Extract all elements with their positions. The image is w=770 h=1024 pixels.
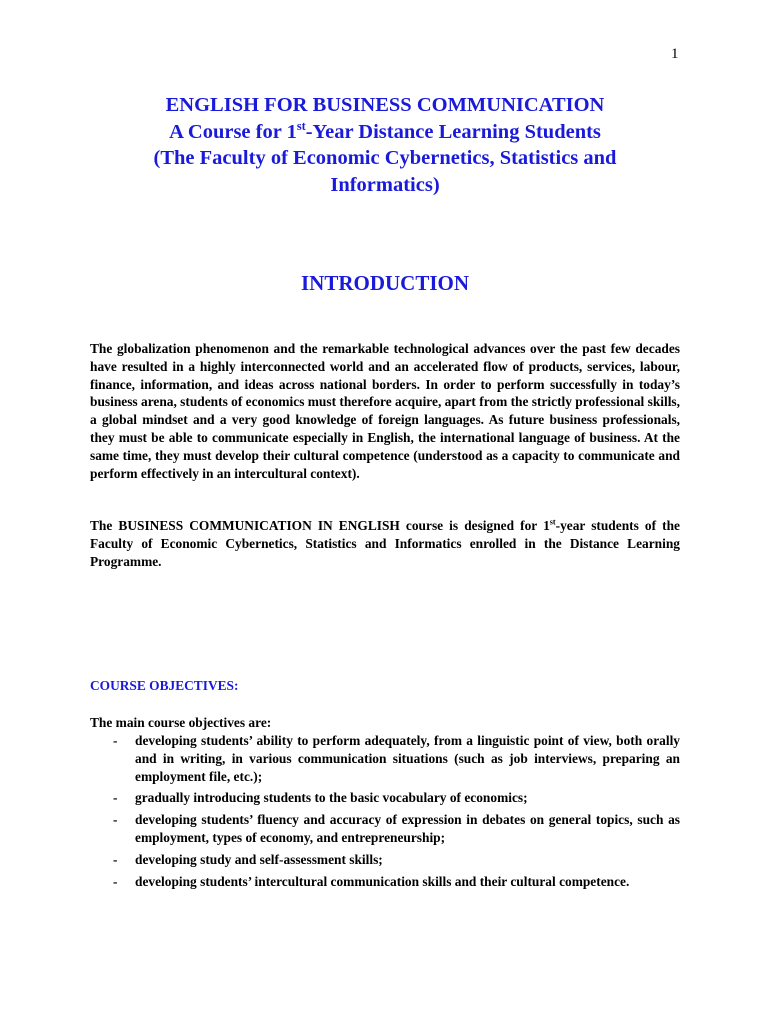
list-dash: -	[113, 812, 118, 828]
introduction-paragraph-2	[90, 517, 680, 570]
page-number: 1	[671, 46, 679, 62]
list-item-text: developing students’ ability to perform adequately, from a linguistic point of view, both orally and in writing, in various communication situations (such as job interviews, preparing an employment file, etc.);	[135, 733, 680, 784]
list-dash: -	[113, 790, 118, 806]
objectives-intro: The main course objectives are:	[90, 715, 272, 730]
list-item	[90, 732, 680, 785]
title-line-2-post: -Year Distance Learning Students	[305, 120, 601, 143]
title-line-1: ENGLISH FOR BUSINESS COMMUNICATION	[165, 94, 605, 116]
list-item-text: developing study and self-assessment skills;	[135, 851, 383, 867]
introduction-paragraph-1: The globalization phenomenon and the remarkable technological advances over the past few decades have resulted in a highly interconnected world and an accelerated flow of products, services, labour, finance, information, and ideas across national borders. In order to perform successfully in today’s business arena, students of economics must therefore acquire, apart from the strictly professional skills, a global mindset and a very good knowledge of foreign languages. As future business professionals, they must be able to communicate especially in English, the international language of business. At the same time, they must develop their cultural competence (understood as a capacity to communicate and perform effectively in an intercultural context).	[90, 341, 680, 481]
paragraph-2-sup: st	[549, 517, 556, 527]
introduction-heading: INTRODUCTION	[300, 271, 470, 295]
list-item	[90, 789, 680, 807]
document-title	[90, 92, 680, 198]
title-line-2	[90, 119, 680, 146]
list-item	[90, 811, 680, 847]
paragraph-2-post: -year students of the Faculty of Economic Cybernetics, Statistics and Informatics enrolled in the Distance Learning Programme.	[90, 518, 680, 569]
title-line-2-sup: st	[296, 118, 306, 133]
paragraph-2-pre: The BUSINESS COMMUNICATION IN ENGLISH course is designed for 1	[90, 518, 550, 533]
list-item	[90, 873, 680, 891]
objectives-list	[90, 732, 680, 894]
title-line-2-pre: A Course for 1	[169, 120, 297, 143]
list-dash: -	[113, 873, 118, 889]
list-dash: -	[113, 733, 118, 748]
list-item-text: developing students’ fluency and accuracy of expression in debates on general topics, such as employment, types of economy, and entrepreneurship;	[135, 812, 680, 845]
title-line-4: Informatics)	[330, 173, 440, 196]
list-item-text: developing students’ intercultural communication skills and their cultural competence.	[135, 873, 630, 889]
list-item-text: gradually introducing students to the basic vocabulary of economics;	[135, 790, 528, 806]
title-line-3: (The Faculty of Economic Cybernetics, Statistics and	[153, 147, 617, 169]
list-dash: -	[113, 851, 118, 867]
objectives-heading: COURSE OBJECTIVES:	[90, 678, 239, 693]
list-item	[90, 851, 680, 869]
